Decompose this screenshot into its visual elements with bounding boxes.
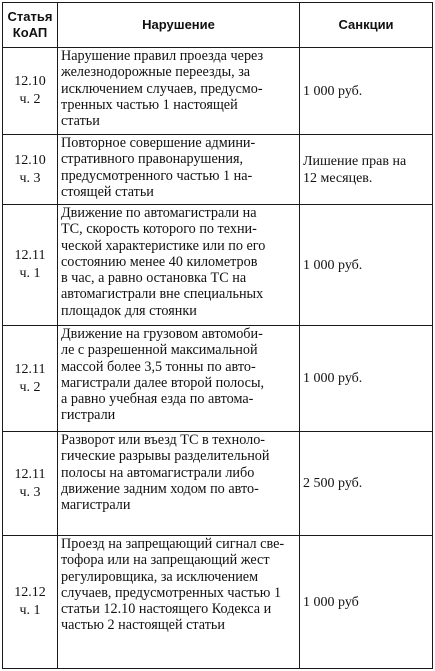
- article-cell: [3, 205, 58, 326]
- violation-cell-line: Движение на грузовом автомоби-: [61, 326, 263, 342]
- violation-cell-line: тофора или на запрещающий жест: [61, 552, 270, 569]
- sanction-cell: [300, 135, 433, 205]
- violation-cell-line: стоящей статьи: [61, 183, 154, 200]
- article-cell-line: 12.11: [14, 466, 46, 482]
- violation-cell-line: магистрали далее второй полосы,: [61, 374, 265, 391]
- violation-cell-line: движение задним ходом по авто-: [61, 480, 259, 497]
- sanction-cell: [300, 536, 433, 669]
- violation-cell-line: площадок для стоянки: [61, 302, 197, 319]
- article-cell-line: 12.12: [14, 585, 46, 600]
- violation-cell-line: частью 2 настоящей статьи: [61, 617, 225, 634]
- article-cell: [3, 48, 58, 135]
- table-header-row: [3, 3, 433, 48]
- violation-cell-line: железнодорожные переезды, за: [61, 64, 251, 81]
- violation-cell-line: массой более 3,5 тонны по авто-: [61, 358, 256, 375]
- table-body: [3, 48, 433, 669]
- header-sanctions: Санкции: [300, 3, 433, 48]
- article-cell-line: ч. 3: [19, 484, 41, 500]
- violation-cell-line: стративного правонарушения,: [61, 151, 244, 168]
- violation-cell-line: а равно учебная езда по автома-: [61, 391, 254, 408]
- violation-cell-line: исключением случаев, предусмо-: [61, 80, 263, 97]
- sanction-cell-line: 1 000 руб.: [303, 83, 363, 99]
- violation-cell-line: статьи: [61, 113, 100, 130]
- article-cell: [3, 432, 58, 536]
- violation-cell-line: регулировщика, за исключением: [61, 568, 259, 585]
- sanction-cell: [300, 48, 433, 135]
- table-row: [3, 48, 433, 135]
- fines-table: [2, 2, 433, 669]
- violation-cell-line: магистрали: [61, 497, 131, 514]
- table-row: [3, 326, 433, 432]
- violation-cell: [58, 432, 300, 536]
- violation-cell-line: ТС, скорость которого по техни-: [61, 221, 257, 238]
- violation-cell: [58, 205, 300, 326]
- violation-cell-line: в час, а равно остановка ТС на: [61, 270, 247, 287]
- sanction-cell: [300, 326, 433, 432]
- table-row: [3, 536, 433, 669]
- violation-cell-line: гистрали: [61, 407, 116, 424]
- violation-cell-line: гические разрывы разделительной: [61, 448, 270, 465]
- article-cell-line: ч. 2: [19, 92, 41, 107]
- sanction-cell-line: 1 000 руб.: [303, 371, 363, 386]
- violation-cell-line: ле с разрешенной максимальной: [61, 342, 258, 359]
- violation-cell-line: статьи 12.10 настоящего Кодекса и: [61, 601, 272, 618]
- violation-cell: [58, 135, 300, 205]
- article-cell-line: ч. 1: [19, 603, 41, 618]
- sanction-cell-line: Лишение прав на: [303, 153, 407, 169]
- violation-cell-line: ческой характеристике или по его: [61, 237, 266, 254]
- article-cell-line: 12.11: [14, 361, 46, 377]
- violation-cell: [58, 536, 300, 669]
- violation-cell-line: Нарушение правил проезда через: [61, 48, 264, 64]
- table-row: [3, 135, 433, 205]
- header-article-line: Статья: [7, 9, 53, 24]
- sanction-cell-line: 2 500 руб.: [303, 476, 363, 491]
- article-cell: [3, 326, 58, 432]
- violation-cell-line: Движение по автомагистрали на: [61, 205, 257, 221]
- article-cell: [3, 536, 58, 669]
- violation-cell-line: полосы на автомагистрали либо: [61, 464, 255, 481]
- violation-cell: [58, 326, 300, 432]
- article-cell-line: 12.10: [14, 152, 46, 168]
- header-article: [3, 3, 58, 48]
- article-cell-line: ч. 2: [19, 379, 41, 395]
- header-article-line: КоАП: [12, 25, 48, 40]
- article-cell-line: ч. 3: [19, 170, 41, 186]
- article-cell-line: 12.11: [14, 248, 46, 263]
- table-row: [3, 205, 433, 326]
- violation-cell-line: Разворот или въезд ТС в техноло-: [61, 432, 266, 448]
- sanction-cell-line: 12 месяцев.: [303, 170, 373, 186]
- violation-cell-line: Проезд на запрещающий сигнал све-: [61, 536, 285, 552]
- article-cell-line: ч. 1: [19, 266, 41, 281]
- sanction-cell: [300, 432, 433, 536]
- sanction-cell-line: 1 000 руб.: [303, 257, 363, 273]
- violation-cell-line: Повторное совершение админи-: [61, 135, 256, 151]
- article-cell-line: 12.10: [14, 74, 46, 89]
- sanction-cell: [300, 205, 433, 326]
- header-violation: Нарушение: [58, 3, 300, 48]
- violation-cell-line: случаев, предусмотренных частью 1: [61, 584, 282, 601]
- violation-cell: [58, 48, 300, 135]
- violation-cell-line: предусмотренного частью 1 на-: [61, 167, 253, 184]
- article-cell: [3, 135, 58, 205]
- violation-cell-line: тренных частью 1 настоящей: [61, 96, 238, 113]
- violation-cell-line: автомагистрали вне специальных: [61, 286, 264, 303]
- table-row: [3, 432, 433, 536]
- violation-cell-line: состоянию менее 40 километров: [61, 253, 258, 270]
- sanction-cell-line: 1 000 руб: [303, 594, 359, 610]
